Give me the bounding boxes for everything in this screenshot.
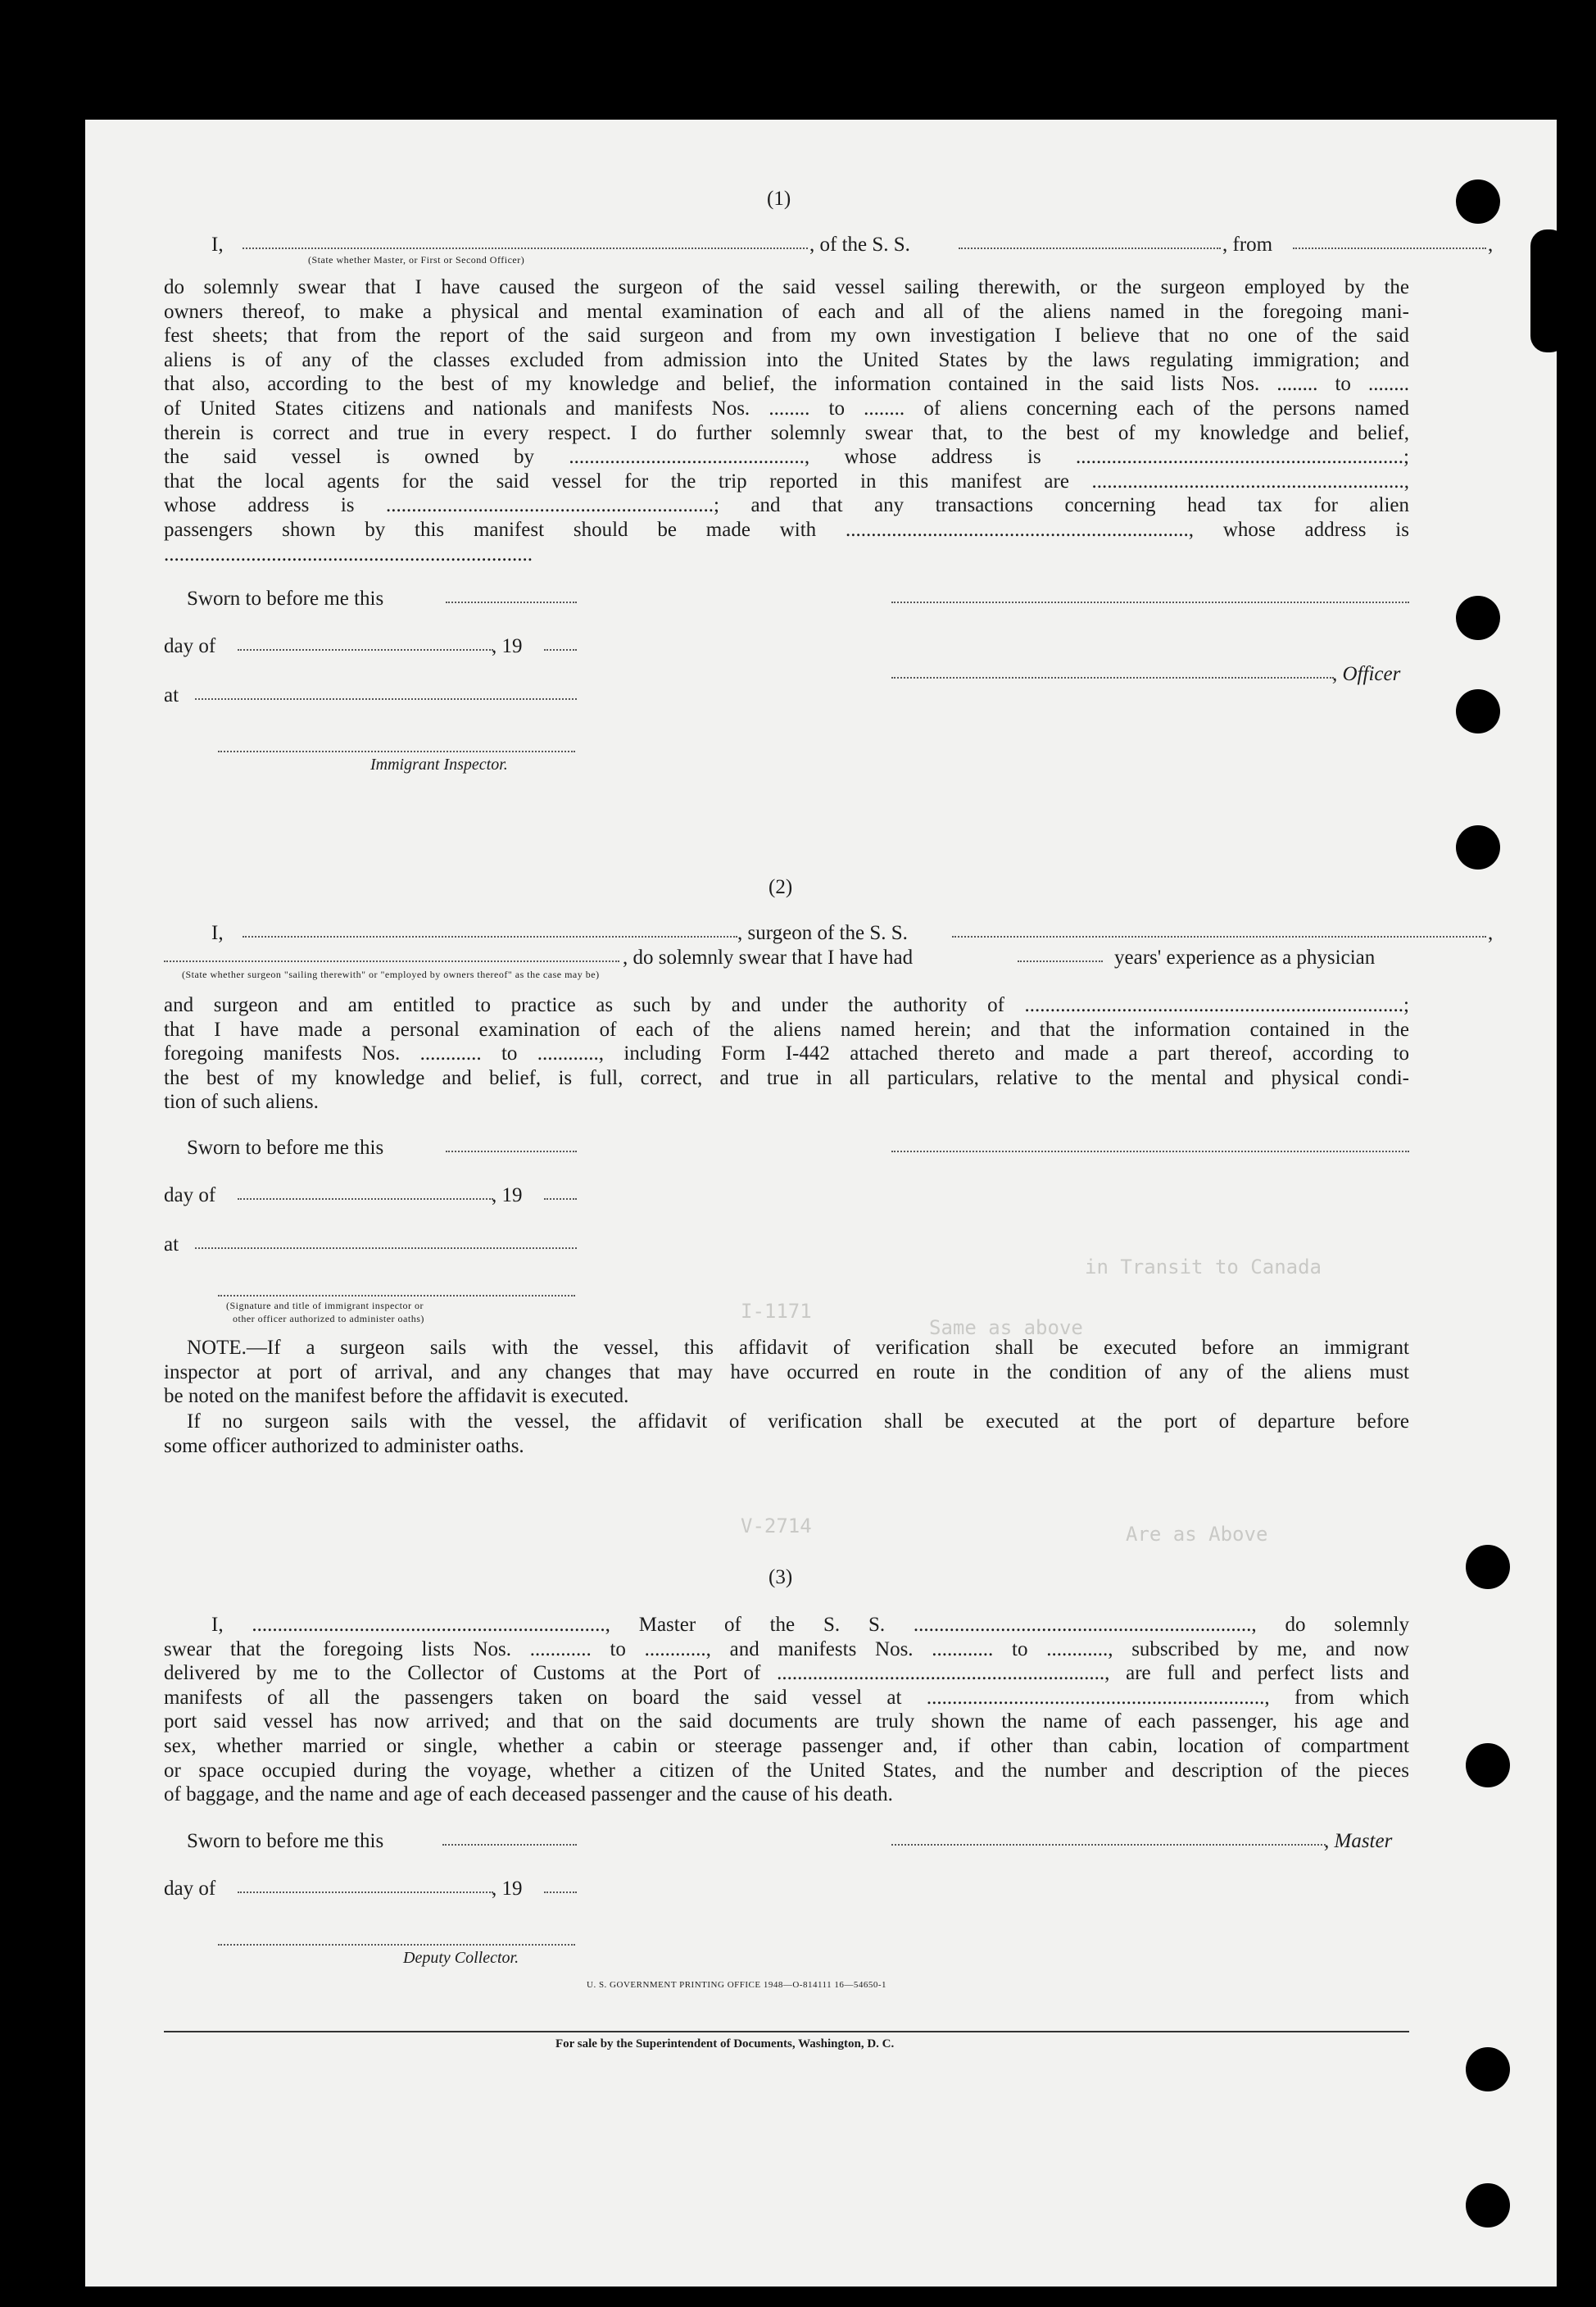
oath-line: passengers shown by this manifest should be made with ..................................................................., whose address is (164, 518, 1409, 541)
surgeon-of-label: , surgeon of the S. S. (737, 922, 908, 944)
day-of-label-3: day of (164, 1878, 216, 1900)
sig-note-1: (Signature and title of immigrant inspector or (226, 1300, 424, 1311)
note-line: some officer authorized to administer oaths. (164, 1434, 524, 1457)
surgeon-name-blank[interactable] (243, 936, 737, 938)
at-label-2: at (164, 1233, 179, 1256)
year-label-2: , 19 (492, 1184, 523, 1206)
punch-hole (1456, 825, 1500, 870)
punch-hole (1456, 596, 1500, 640)
oath-line: of United States citizens and nationals and manifests Nos. ........ to ........ of aliens concerning each of the persons named (164, 397, 1409, 420)
oath-line: port said vessel has now arrived; and that on the said documents are truly shown the name of each passenger, his age and (164, 1710, 1409, 1733)
officer-signature-line-2[interactable] (218, 1295, 575, 1297)
do-solemnly-label: , do solemnly swear that I have had (623, 947, 914, 969)
section-1-role-note: (State whether Master, or First or Second Officer) (308, 254, 525, 266)
surgeon-note-text (164, 1336, 1409, 1409)
torn-edge (1530, 229, 1567, 352)
master-label: , Master (1324, 1830, 1393, 1852)
oath-line: that I have made a personal examination of each of the aliens named herein; and that the information contained in the (164, 1018, 1409, 1041)
year-blank-1[interactable] (544, 649, 577, 651)
at-blank-1[interactable] (195, 698, 577, 700)
punch-hole (1456, 689, 1500, 733)
note-line: NOTE.—If a surgeon sails with the vessel, this affidavit of verification shall be executed before an immigrant (187, 1337, 1409, 1359)
end-comma-2: , (1488, 922, 1494, 944)
officer-label: , Officer (1332, 663, 1401, 685)
surgeon-type-blank[interactable] (164, 960, 619, 962)
from-port-blank[interactable] (1293, 248, 1486, 249)
ship-name-blank-2[interactable] (952, 936, 1486, 938)
month-blank-1[interactable] (238, 649, 493, 651)
sale-notice: For sale by the Superintendent of Documents, Washington, D. C. (555, 2037, 895, 2050)
day-of-label-1: day of (164, 635, 216, 657)
oath-line: of baggage, and the name and age of each deceased passenger and the cause of his death. (164, 1783, 893, 1806)
officer-name-blank[interactable] (243, 248, 808, 249)
from-label: , from (1222, 234, 1273, 256)
section-1-i: I, (211, 234, 224, 256)
sig-note-2: other officer authorized to administer oaths) (233, 1313, 424, 1324)
oath-line: the said vessel is owned by .............................................., whose address is ................................................................; (164, 446, 1409, 469)
end-comma: , (1488, 234, 1494, 256)
oath-line: manifests of all the passengers taken on board the said vessel at .................................................................., from which (164, 1686, 1409, 1709)
of-ss-label: , of the S. S. (809, 234, 910, 256)
oath-line: foregoing manifests Nos. ............ to ............, including Form I-442 attached thereto and made a part thereof, according to (164, 1042, 1409, 1065)
section-2-number: (2) (769, 876, 793, 898)
sworn-label-3: Sworn to before me this (187, 1830, 384, 1852)
footer-rule (164, 2031, 1409, 2032)
oath-line: I, ....................................................................., Master of the S. S. .................................................................., do solemnly (211, 1614, 1409, 1636)
years-blank[interactable] (1018, 960, 1103, 962)
surgeon-type-note: (State whether surgeon "sailing therewith" or "employed by owners thereof" as the case may be) (182, 969, 600, 980)
at-blank-2[interactable] (195, 1247, 577, 1249)
oath-line: ........................................................................ (164, 543, 533, 565)
oath-line: or space occupied during the voyage, whether a citizen of the United States, and the number and description of the pieces (164, 1759, 1409, 1782)
oath-line: fest sheets; that from the report of the said surgeon and from my own investigation I believe that no one of the said (164, 325, 1409, 347)
ship-name-blank[interactable] (959, 248, 1221, 249)
officer-signature-line[interactable] (891, 602, 1409, 603)
oath-line: swear that the foregoing lists Nos. ............ to ............, and manifests Nos. ............ to ............, subscribed by me, and now (164, 1637, 1409, 1660)
section-2-i: I, (211, 922, 224, 944)
section-1-number: (1) (767, 188, 791, 210)
punch-hole (1466, 1743, 1510, 1787)
section-2-oath-text (164, 993, 1409, 1115)
immigrant-inspector-label: Immigrant Inspector. (370, 756, 508, 774)
at-label-1: at (164, 684, 179, 706)
punch-hole (1456, 179, 1500, 224)
oath-line: and surgeon and am entitled to practice as such by and under the authority of ..........................................................................; (164, 994, 1409, 1016)
officer-title-line[interactable] (891, 677, 1334, 679)
sworn-label-1: Sworn to before me this (187, 588, 384, 610)
punch-hole (1466, 1545, 1510, 1589)
year-label-1: , 19 (492, 635, 523, 657)
section-1-oath-text (164, 275, 1409, 566)
master-signature-line[interactable] (891, 1844, 1326, 1846)
bleed-through-text: Are as Above (1126, 1523, 1268, 1546)
oath-line: delivered by me to the Collector of Customs at the Port of ................................................................, are full and perfect lists and (164, 1662, 1409, 1685)
no-surgeon-note-text (164, 1410, 1409, 1458)
note-line: If no surgeon sails with the vessel, the affidavit of verification shall be executed at the port of departure before (187, 1410, 1409, 1433)
oath-line: do solemnly swear that I have caused the surgeon of the said vessel sailing therewith, or the surgeon employed by the (164, 276, 1409, 298)
sworn-day-blank-1[interactable] (446, 602, 577, 603)
month-blank-3[interactable] (238, 1891, 493, 1893)
note-line: be noted on the manifest before the affidavit is executed. (164, 1385, 629, 1408)
oath-line: whose address is ................................................................; and that any transactions concerning head tax for alien (164, 494, 1409, 517)
oath-line: tion of such aliens. (164, 1091, 319, 1114)
oath-line: sex, whether married or single, whether a cabin or steerage passenger and, if other than cabin, location of compartment (164, 1734, 1409, 1757)
day-of-label-2: day of (164, 1184, 216, 1206)
bleed-through-text: I-1171 (741, 1300, 812, 1323)
year-blank-3[interactable] (544, 1891, 577, 1893)
inspector-signature-line[interactable] (218, 751, 575, 752)
sworn-day-blank-2[interactable] (446, 1151, 577, 1152)
oath-line: owners thereof, to make a physical and mental examination of each and all of the aliens named in the foregoing mani- (164, 300, 1409, 323)
section-3-number: (3) (769, 1566, 793, 1588)
bleed-through-text: Same as above (929, 1316, 1083, 1339)
deputy-signature-line[interactable] (218, 1944, 575, 1946)
sworn-day-blank-3[interactable] (442, 1844, 577, 1846)
year-label-3: , 19 (492, 1878, 523, 1900)
form-page (85, 120, 1557, 2287)
oath-line: therein is correct and true in every respect. I do further solemnly swear that, to the best of my knowledge and belief, (164, 421, 1409, 444)
oath-line: that also, according to the best of my knowledge and belief, the information contained in the said lists Nos. ........ to ........ (164, 373, 1409, 396)
year-blank-2[interactable] (544, 1198, 577, 1200)
punch-hole (1466, 2183, 1510, 2228)
years-experience-label: years' experience as a physician (1114, 947, 1376, 969)
bleed-through-text: V-2714 (741, 1515, 812, 1537)
sworn-label-2: Sworn to before me this (187, 1137, 384, 1159)
oath-line: that the local agents for the said vessel for the trip reported in this manifest are ............................................................., (164, 470, 1409, 493)
punch-hole (1466, 2047, 1510, 2091)
note-line: inspector at port of arrival, and any changes that may have occurred en route in the condition of any of the aliens must (164, 1360, 1409, 1383)
bleed-through-text: in Transit to Canada (1085, 1256, 1322, 1278)
deputy-collector-label: Deputy Collector. (403, 1949, 519, 1967)
section-3-oath-text (164, 1613, 1409, 1807)
gpo-imprint: U. S. GOVERNMENT PRINTING OFFICE 1948—O-814111 16—54650-1 (587, 1980, 887, 1990)
month-blank-2[interactable] (238, 1198, 493, 1200)
oath-line: aliens is of any of the classes excluded from admission into the United States by the laws regulating immigration; and (164, 348, 1409, 371)
oath-line: the best of my knowledge and belief, is full, correct, and true in all particulars, relative to the mental and physical condi- (164, 1066, 1409, 1089)
surgeon-signature-line[interactable] (891, 1151, 1409, 1152)
